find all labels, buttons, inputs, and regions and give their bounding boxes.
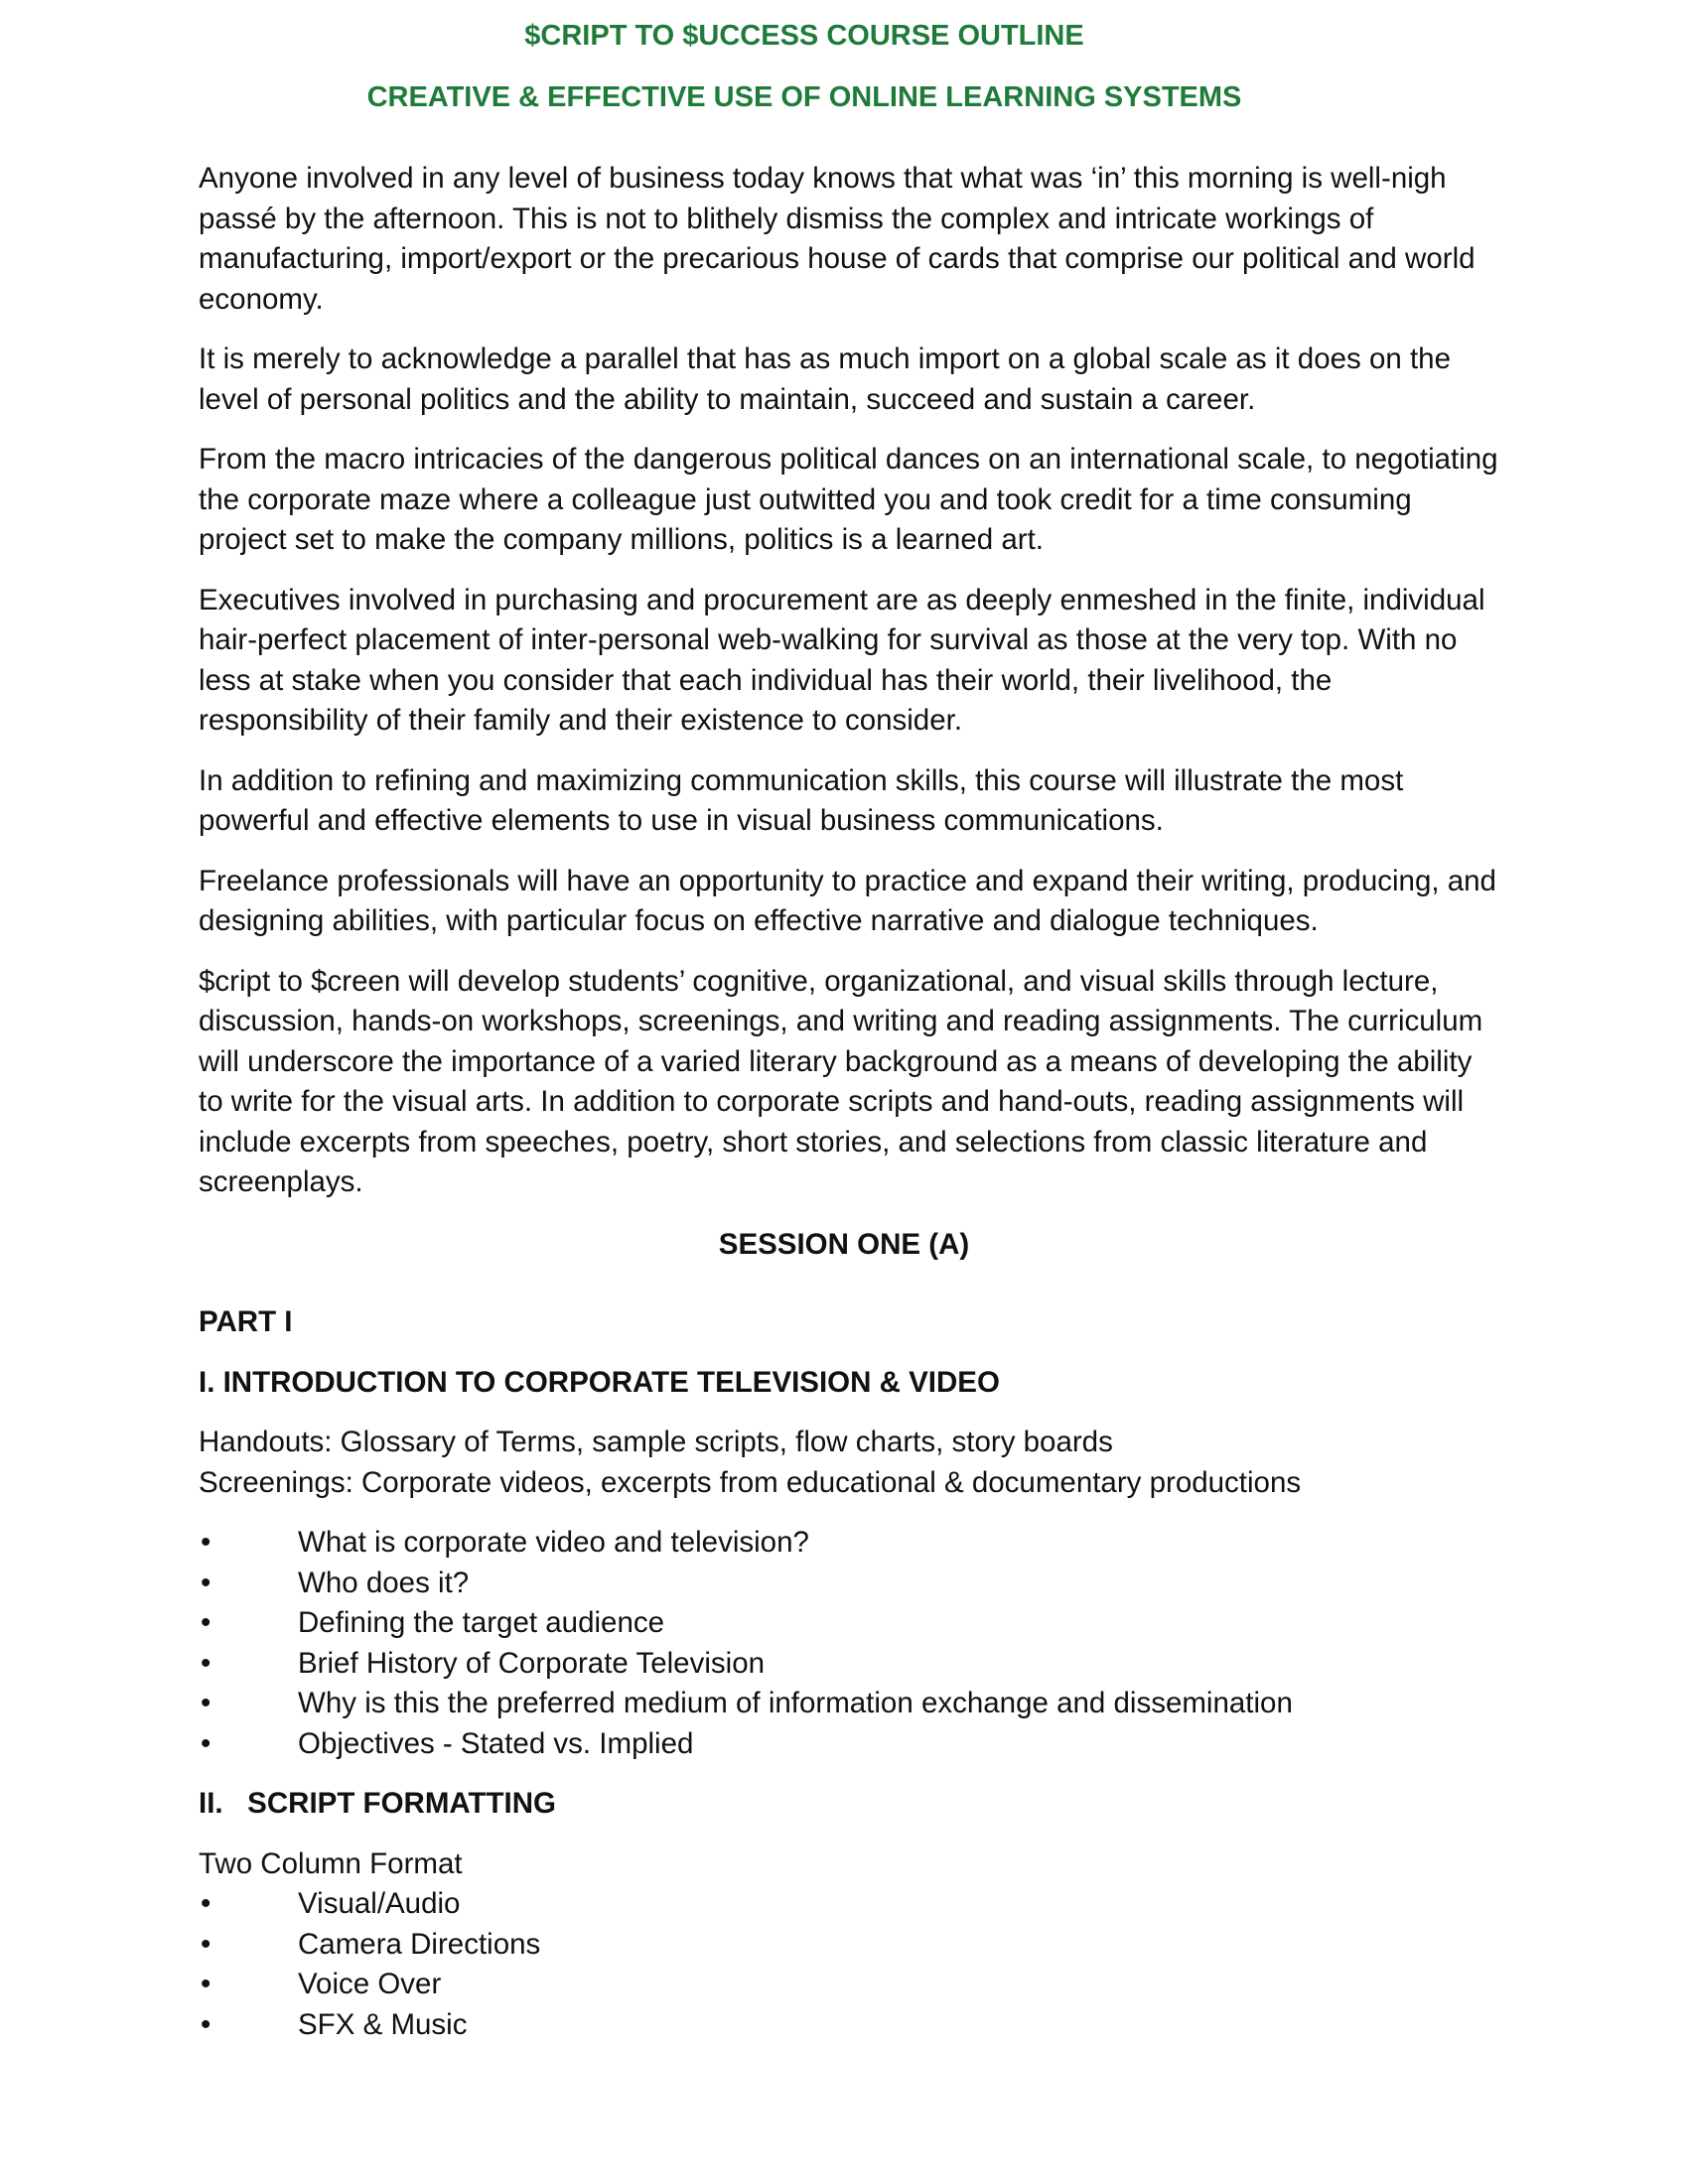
list-item-text: Objectives - Stated vs. Implied <box>298 1726 694 1760</box>
intro-paragraph: From the macro intricacies of the dangerous political dances on an international scale, to negotiating the corporate maze where a colleague just outwitted you and took credit for a time consuming project set to make the company millions, politics is a learned art. <box>199 443 1498 556</box>
section-two-heading: II. SCRIPT FORMATTING <box>199 1787 556 1820</box>
section-one-bullet-list <box>199 1523 1499 1764</box>
list-item-text: What is corporate video and television? <box>298 1526 809 1559</box>
bullet-icon: • <box>201 1566 211 1599</box>
bullet-icon: • <box>201 1887 211 1920</box>
resources-block <box>199 1423 1499 1503</box>
document-title: $CRIPT TO $UCCESS COURSE OUTLINE <box>524 20 1084 52</box>
list-item <box>199 1564 1499 1604</box>
list-item-text: Defining the target audience <box>298 1606 665 1639</box>
bullet-icon: • <box>201 2007 211 2041</box>
list-item <box>199 2005 1499 2046</box>
section-two-bullet-list <box>199 1884 1499 2045</box>
list-item-text: SFX & Music <box>298 2007 468 2041</box>
bullet-icon: • <box>201 1927 211 1961</box>
list-item <box>199 1603 1499 1644</box>
bullet-icon: • <box>201 1646 211 1680</box>
intro-paragraph: $cript to $creen will develop students’ cognitive, organizational, and visual skills through lecture, discussion, hands-on workshops, screenings, and writing and reading assignments. The curriculum will underscore the importance of a varied literary background as a means of developing the ability to write for the visual arts. In addition to corporate scripts and hand-outs, reading assignments will include excerpts from speeches, poetry, short stories, and selections from classic literature and screenplays. <box>199 964 1483 1198</box>
intro-paragraph: It is merely to acknowledge a parallel that has as much import on a global scale as it does on the level of personal politics and the ability to maintain, succeed and sustain a career. <box>199 342 1451 416</box>
intro-paragraph: Anyone involved in any level of business today knows that what was ‘in’ this morning is well-nigh passé by the afternoon. This is not to blithely dismiss the complex and intricate workings of manufacturing, import/export or the precarious house of cards that comprise our political and world economy. <box>199 162 1476 316</box>
bullet-icon: • <box>201 1726 211 1760</box>
handouts-line: Handouts: Glossary of Terms, sample scripts, flow charts, story boards <box>199 1426 1113 1458</box>
bullet-icon: • <box>201 1687 211 1719</box>
list-item-text: Who does it? <box>298 1566 470 1599</box>
intro-paragraph: Freelance professionals will have an opportunity to practice and expand their writing, producing, and designing abilities, with particular focus on effective narrative and dialogue techniques. <box>199 864 1496 937</box>
list-item-text: Brief History of Corporate Television <box>298 1646 766 1680</box>
list-item <box>199 1523 1499 1564</box>
part-heading: PART I <box>199 1305 293 1338</box>
bullet-icon: • <box>201 1526 211 1559</box>
document-subtitle: CREATIVE & EFFECTIVE USE OF ONLINE LEARNING SYSTEMS <box>366 81 1242 113</box>
intro-paragraph: In addition to refining and maximizing communication skills, this course will illustrate the most powerful and effective elements to use in visual business communications. <box>199 763 1404 837</box>
section-two-subheading: Two Column Format <box>199 1846 463 1880</box>
section-one-heading: I. INTRODUCTION TO CORPORATE TELEVISION & VIDEO <box>199 1365 1000 1399</box>
list-item-text: Why is this the preferred medium of information exchange and dissemination <box>298 1687 1293 1719</box>
bullet-icon: • <box>201 1606 211 1639</box>
list-item <box>199 1884 1499 1925</box>
list-item <box>199 1965 1499 2005</box>
document-body <box>199 159 1499 2065</box>
screenings-line: Screenings: Corporate videos, excerpts from educational & documentary productions <box>199 1465 1302 1499</box>
intro-paragraph: Executives involved in purchasing and procurement are as deeply enmeshed in the finite, individual hair-perfect placement of inter-personal web-walking for survival as those at the very top. With no less at stake when you consider that each individual has their world, their livelihood, the responsibility of their family and their existence to consider. <box>199 583 1485 737</box>
list-item-text: Visual/Audio <box>298 1887 461 1920</box>
list-item-text: Camera Directions <box>298 1927 541 1961</box>
list-item <box>199 1724 1499 1765</box>
bullet-icon: • <box>201 1968 211 2000</box>
list-item <box>199 1684 1499 1724</box>
list-item <box>199 1644 1499 1685</box>
list-item <box>199 1925 1499 1966</box>
session-heading: SESSION ONE (A) <box>718 1227 970 1261</box>
list-item-text: Voice Over <box>298 1968 442 2000</box>
